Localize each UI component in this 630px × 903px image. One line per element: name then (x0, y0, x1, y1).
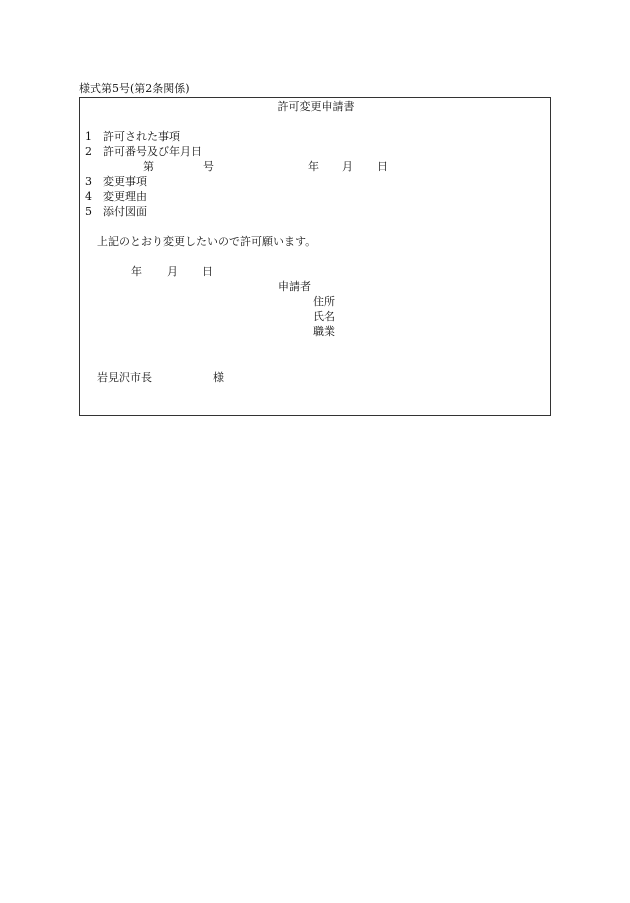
permit-date-year: 年 (308, 160, 319, 173)
applicant-name-label: 氏名 (313, 310, 335, 323)
permit-number-dai: 第 (143, 160, 154, 173)
item-number: 5 (85, 205, 92, 218)
item-number: 4 (85, 190, 92, 203)
application-date-day: 日 (202, 265, 213, 278)
applicant-address-label: 住所 (313, 295, 335, 308)
permit-number-go: 号 (203, 160, 214, 173)
item-number: 2 (85, 145, 92, 158)
request-statement: 上記のとおり変更したいので許可願います。 (97, 235, 317, 248)
item-text: 添付図面 (103, 205, 147, 218)
item-2 (85, 144, 202, 159)
permit-date-day: 日 (377, 160, 388, 173)
item-number: 3 (85, 175, 92, 188)
item-5 (85, 204, 147, 219)
document-title: 許可変更申請書 (277, 100, 355, 113)
application-form-frame (79, 97, 551, 416)
application-date-year: 年 (131, 265, 142, 278)
applicant-label: 申請者 (278, 280, 311, 293)
item-3 (85, 174, 147, 189)
application-date-month: 月 (167, 265, 178, 278)
applicant-occupation-label: 職業 (313, 325, 335, 338)
addressee-honorific: 様 (213, 371, 224, 384)
item-text: 変更事項 (103, 175, 147, 188)
permit-date-month: 月 (342, 160, 353, 173)
form-number-label: 様式第5号(第2条関係) (79, 82, 190, 95)
item-text: 変更理由 (103, 190, 147, 203)
addressee-mayor: 岩見沢市長 (97, 371, 152, 384)
item-1 (85, 129, 180, 144)
item-text: 許可番号及び年月日 (103, 145, 202, 158)
item-4 (85, 189, 147, 204)
item-text: 許可された事項 (103, 130, 180, 143)
item-number: 1 (85, 130, 92, 143)
